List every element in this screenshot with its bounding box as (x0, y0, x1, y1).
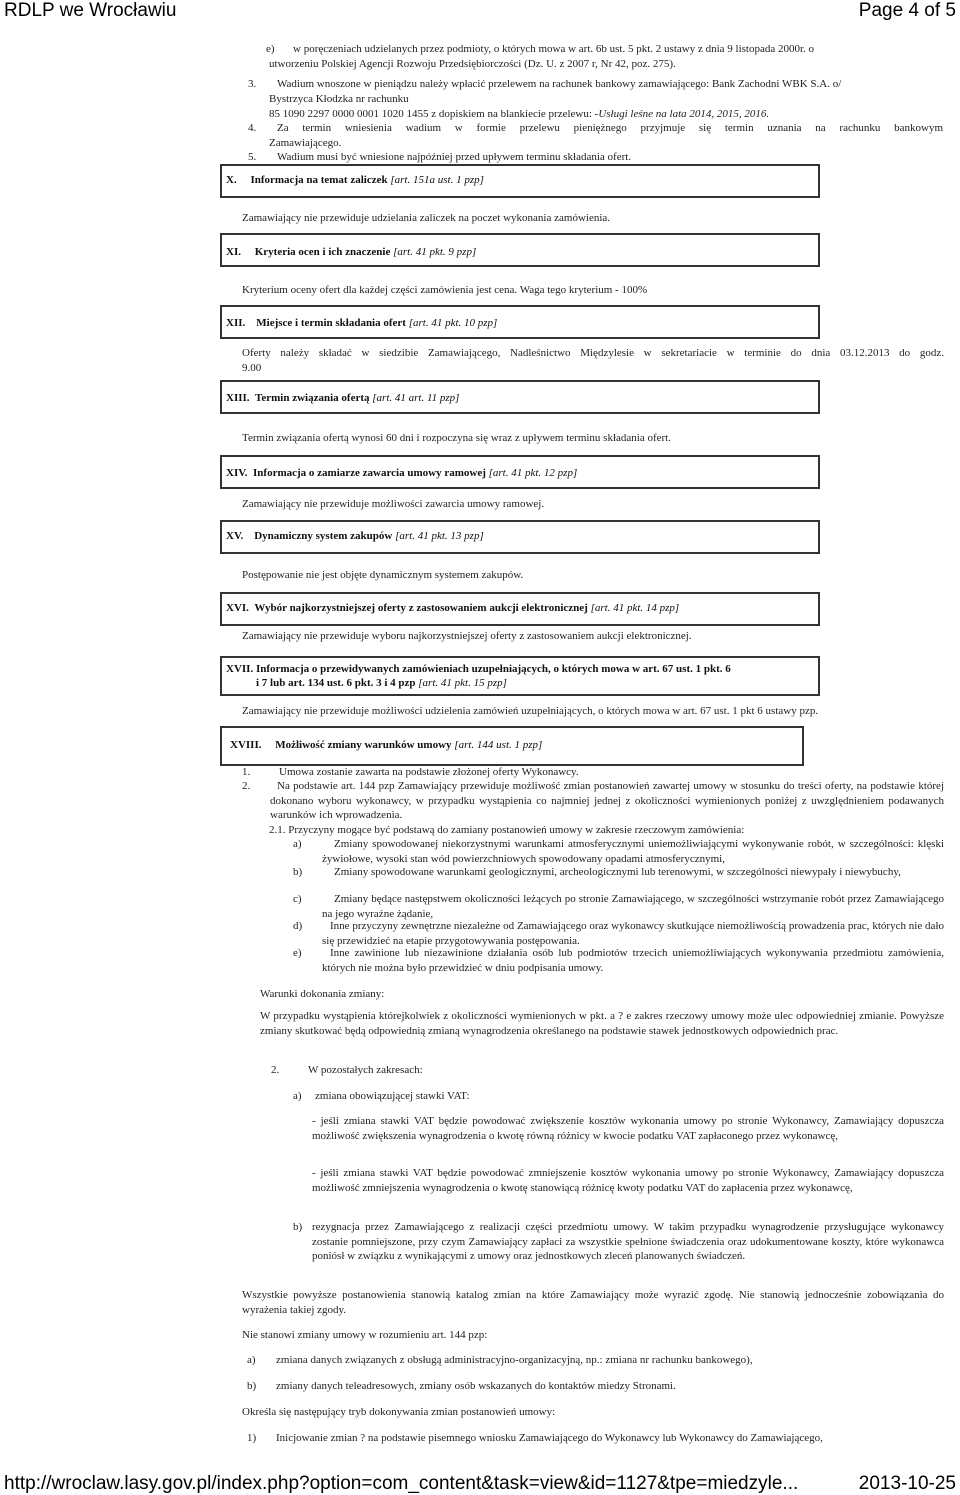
footer-url: http://wroclaw.lasy.gov.pl/index.php?option=com_content&task=view&id=1127&tpe=miedzyle... (4, 1473, 799, 1494)
w-przypadku-para: W przypadku wystąpienia którejkolwiek z okoliczności wymienionych w pkt. a ? e zakres rzeczowy umowy może ulec odpowiedniej zmianie. Powyższe zmiany skutkować będą odpowiednią zmianą wynagrodzenia określanego na podstawie stawek jednostkowych odpowiednich prac. (260, 1010, 944, 1037)
ns-a-label: a) (247, 1354, 256, 1366)
item-e-text-2: utworzeniu Polskiej Agencji Rozwoju Przedsiębiorczości (Dz. U. z 2007 r, Nr 42, poz. 275). (269, 58, 676, 70)
para-4-num: 4. (248, 122, 257, 134)
section-xi-title: XI. Kryteria ocen i ich znaczenie [art. 41 pkt. 9 pzp] (226, 246, 477, 258)
para-3-text-3: 85 1090 2297 0000 0001 1020 1455 z dopiskiem na blankiecie przelewu: -Usługi leśne na lata 2014, 2015, 2016. (269, 108, 770, 120)
section-xiv-body: Zamawiający nie przewiduje możliwości zawarcia umowy ramowej. (242, 498, 545, 510)
para-3-num: 3. (248, 78, 257, 90)
section-xviii-title: XVIII. Możliwość zmiany warunków umowy [art. 144 ust. 1 pzp] (230, 739, 543, 751)
xviii-item-e: Inne zawinione lub niezawinione działania osób lub podmiotów trzecich uniemożliwiających wykonywania przedmiotu zamówienia, których nie można było przewidzieć w dniu podpisania umowy. (322, 947, 944, 974)
para-5-text: Wadium musi być wniesione najpóźniej przed upływem terminu składania ofert. (277, 151, 632, 163)
xviii-p21: 2.1. Przyczyny mogące być podstawą do zamiany postanowień umowy w zakresie rzeczowym zamówienia: (269, 824, 745, 836)
p2b-text: W pozostałych zakresach: (308, 1064, 423, 1076)
para-3-text-1: Wadium wnoszone w pieniądzu należy wpłacić przelewem na rachunek bankowy zamawiającego: Bank Zachodni WBK S.A. o/ (277, 78, 842, 90)
section-xii-body-1: Oferty należy składać w siedzibie Zamawiającego, Nadleśnictwo Międzylesie w sekretariacie w terminie do dnia 03.12.2013 do godz. (242, 347, 944, 359)
section-xiv-title: XIV. Informacja o zamiarze zawarcia umowy ramowej [art. 41 pkt. 12 pzp] (226, 467, 578, 479)
section-xvii-title-2: i 7 lub art. 134 ust. 6 pkt. 3 i 4 pzp [art. 41 pkt. 15 pzp] (256, 677, 507, 689)
xviii-item-e-label: e) (293, 947, 302, 959)
last-num: 1) (247, 1432, 257, 1444)
section-xvii-title-1: XVII. Informacja o przewidywanych zamówieniach uzupełniających, o których mowa w art. 67 ust. 1 pkt. 6 (226, 663, 731, 675)
xviii-item-a: Zmiany spowodowanej niekorzystnymi warunkami atmosferycznymi uniemożliwiającymi wykonywanie robót, w szczególności: klęski żywiołowe, wysoki stan wód powierzchniowych spowodowany opadami atmosferycznymi, (322, 838, 944, 865)
item-e-label: e) (266, 43, 275, 55)
xviii-p2-num: 2. (242, 780, 251, 792)
xviii-item-b: Zmiany spowodowane warunkami geologicznymi, archeologicznymi lub terenowymi, w szczególności niewypały i niewybuchy, (334, 866, 901, 878)
para-3-text-2: Bystrzyca Kłodzka nr rachunku (269, 93, 409, 105)
xviii-p1-num: 1. (242, 766, 251, 778)
xviii-item-d: Inne przyczyny zewnętrzne niezależne od Zamawiającego oraz wykonawcy skutkujące niemożliwością prowadzenia prac, których nie dało się przewidzieć na etapie przygotowywania postępowania. (322, 920, 944, 947)
section-xi-body: Kryterium oceny ofert dla każdej części zamówienia jest cena. Waga tego kryterium - 100% (242, 284, 648, 296)
nie-stanowi-heading: Nie stanowi zmiany umowy w rozumieniu art. 144 pzp: (242, 1329, 488, 1341)
xviii-item-b-label: b) (293, 866, 303, 878)
ns-b-label: b) (247, 1380, 257, 1392)
vat-a-text: zmiana obowiązującej stawki VAT: (315, 1090, 470, 1102)
section-xvi-body: Zamawiający nie przewiduje wyboru najkorzystniejszej oferty z zastosowaniem aukcji elektronicznej. (242, 630, 692, 642)
section-x-body: Zamawiający nie przewiduje udzielania zaliczek na poczet wykonania zamówienia. (242, 212, 611, 224)
para-5-num: 5. (248, 151, 257, 163)
section-x-title: X. Informacja na temat zaliczek [art. 151a ust. 1 pzp] (226, 174, 484, 186)
warunki-heading: Warunki dokonania zmiany: (260, 988, 385, 1000)
item-e-text-1: w poręczeniach udzielanych przez podmioty, o których mowa w art. 6b ust. 5 pkt. 2 ustawy z dnia 9 listopada 2000r. o (293, 43, 815, 55)
okresla-heading: Określa się następujący tryb dokonywania zmian postanowień umowy: (242, 1406, 556, 1418)
xviii-item-c-label: c) (293, 893, 302, 905)
site-title: RDLP we Wrocławiu (4, 0, 177, 21)
vat-dash-1: - jeśli zmiana stawki VAT będzie powodować zwiększenie kosztów wykonania umowy po stronie Wykonawcy, Zamawiający dopuszcza możliwość zwiększenia wynagrodzenia o kwotę równą różnicy w kwocie podatku VAT zapłaconego przez wykonawcę, (312, 1115, 944, 1142)
page-indicator: Page 4 of 5 (858, 0, 956, 21)
section-xv-body: Postępowanie nie jest objęte dynamicznym systemem zakupów. (242, 569, 524, 581)
section-xvii-box (220, 656, 820, 696)
section-xvii-body: Zamawiający nie przewiduje możliwości udzielenia zamówień uzupełniających, o których mowa w art. 67 ust. 1 pkt 6 ustawy pzp. (242, 705, 819, 717)
section-xii-title: XII. Miejsce i termin składania ofert [art. 41 pkt. 10 pzp] (226, 317, 498, 329)
footer-date: 2013-10-25 (858, 1473, 956, 1494)
xviii-item-d-label: d) (293, 920, 303, 932)
last-text: Inicjowanie zmian ? na podstawie pisemnego wniosku Zamawiającego do Wykonawcy lub Wykonawcy do Zamawiającego, (276, 1432, 823, 1444)
section-xvi-title: XVI. Wybór najkorzystniejszej oferty z zastosowaniem aukcji elektronicznej [art. 41 pkt. 14 pzp] (226, 602, 680, 614)
vat-a-label: a) (293, 1090, 302, 1102)
xviii-item-c: Zmiany będące następstwem okoliczności leżących po stronie Zamawiającego, w szczególności wstrzymanie robót przez Zamawiającego na jego wyraźne żądanie, (322, 893, 944, 920)
ns-b: zmiany danych teleadresowych, zmiany osób wskazanych do kontaktów miedzy Stronami. (276, 1380, 676, 1392)
section-xv-title: XV. Dynamiczny system zakupów [art. 41 pkt. 13 pzp] (226, 530, 484, 542)
para-4-text-1: Za termin wniesienia wadium w formie przelewu pieniężnego przyjmuje się termin uznania na rachunku bankowym (277, 122, 943, 134)
xviii-item-a-label: a) (293, 838, 302, 850)
wszystkie-para: Wszystkie powyższe postanowienia stanowią katalog zmian na które Zamawiający może wyrazić zgodę. Nie stanowią jednocześnie zobowiązania do wyrażenia takiej zgody. (242, 1289, 944, 1316)
ns-a: zmiana danych związanych z obsługą administracyjno-organizacyjną, np.: zmiana nr rachunku bankowego), (276, 1354, 753, 1366)
section-xii-body-2: 9.00 (242, 362, 262, 374)
para-4-text-2: Zamawiającego. (269, 137, 342, 149)
b-text: rezygnacja przez Zamawiającego z realizacji części przedmiotu umowy. W takim przypadku wynagrodzenie przysługujące wykonawcy zostanie pomniejszone, przy czym Zamawiający zapłaci za wszystkie spełnione świadczenia oraz udokumentowane koszty, które wykonawca poniósł w związku z wynikającymi z umowy oraz jednostkowych zleceń planowanych świadczeń. (312, 1221, 944, 1262)
xviii-p1: Umowa zostanie zawarta na podstawie złożonej oferty Wykonawcy. (279, 766, 579, 778)
vat-dash-2: - jeśli zmiana stawki VAT będzie powodować zmniejszenie kosztów wykonania umowy po stronie Wykonawcy, Zamawiający dopuszcza możliwość zmniejszenia wynagrodzenia o kwotę stanowiącą różnicę kwoty podatku VAT do zapłacenia przez wykonawcę, (312, 1167, 944, 1194)
section-xiii-body: Termin związania ofertą wynosi 60 dni i rozpoczyna się wraz z upływem terminu składania ofert. (242, 432, 671, 444)
xviii-p2: Na podstawie art. 144 pzp Zamawiający przewiduje możliwość zmian postanowień zawartej umowy w stosunku do treści oferty, na podstawie której dokonano wyboru wykonawcy, w przypadku wystąpienia co najmniej jednej z okoliczności wymienionych poniżej z uwzględnieniem podawanych warunków ich wprowadzenia. (270, 780, 944, 821)
p2b-num: 2. (271, 1064, 280, 1076)
section-xiii-title: XIII. Termin związania ofertą [art. 41 art. 11 pzp] (226, 392, 460, 404)
b-label: b) (293, 1221, 303, 1233)
